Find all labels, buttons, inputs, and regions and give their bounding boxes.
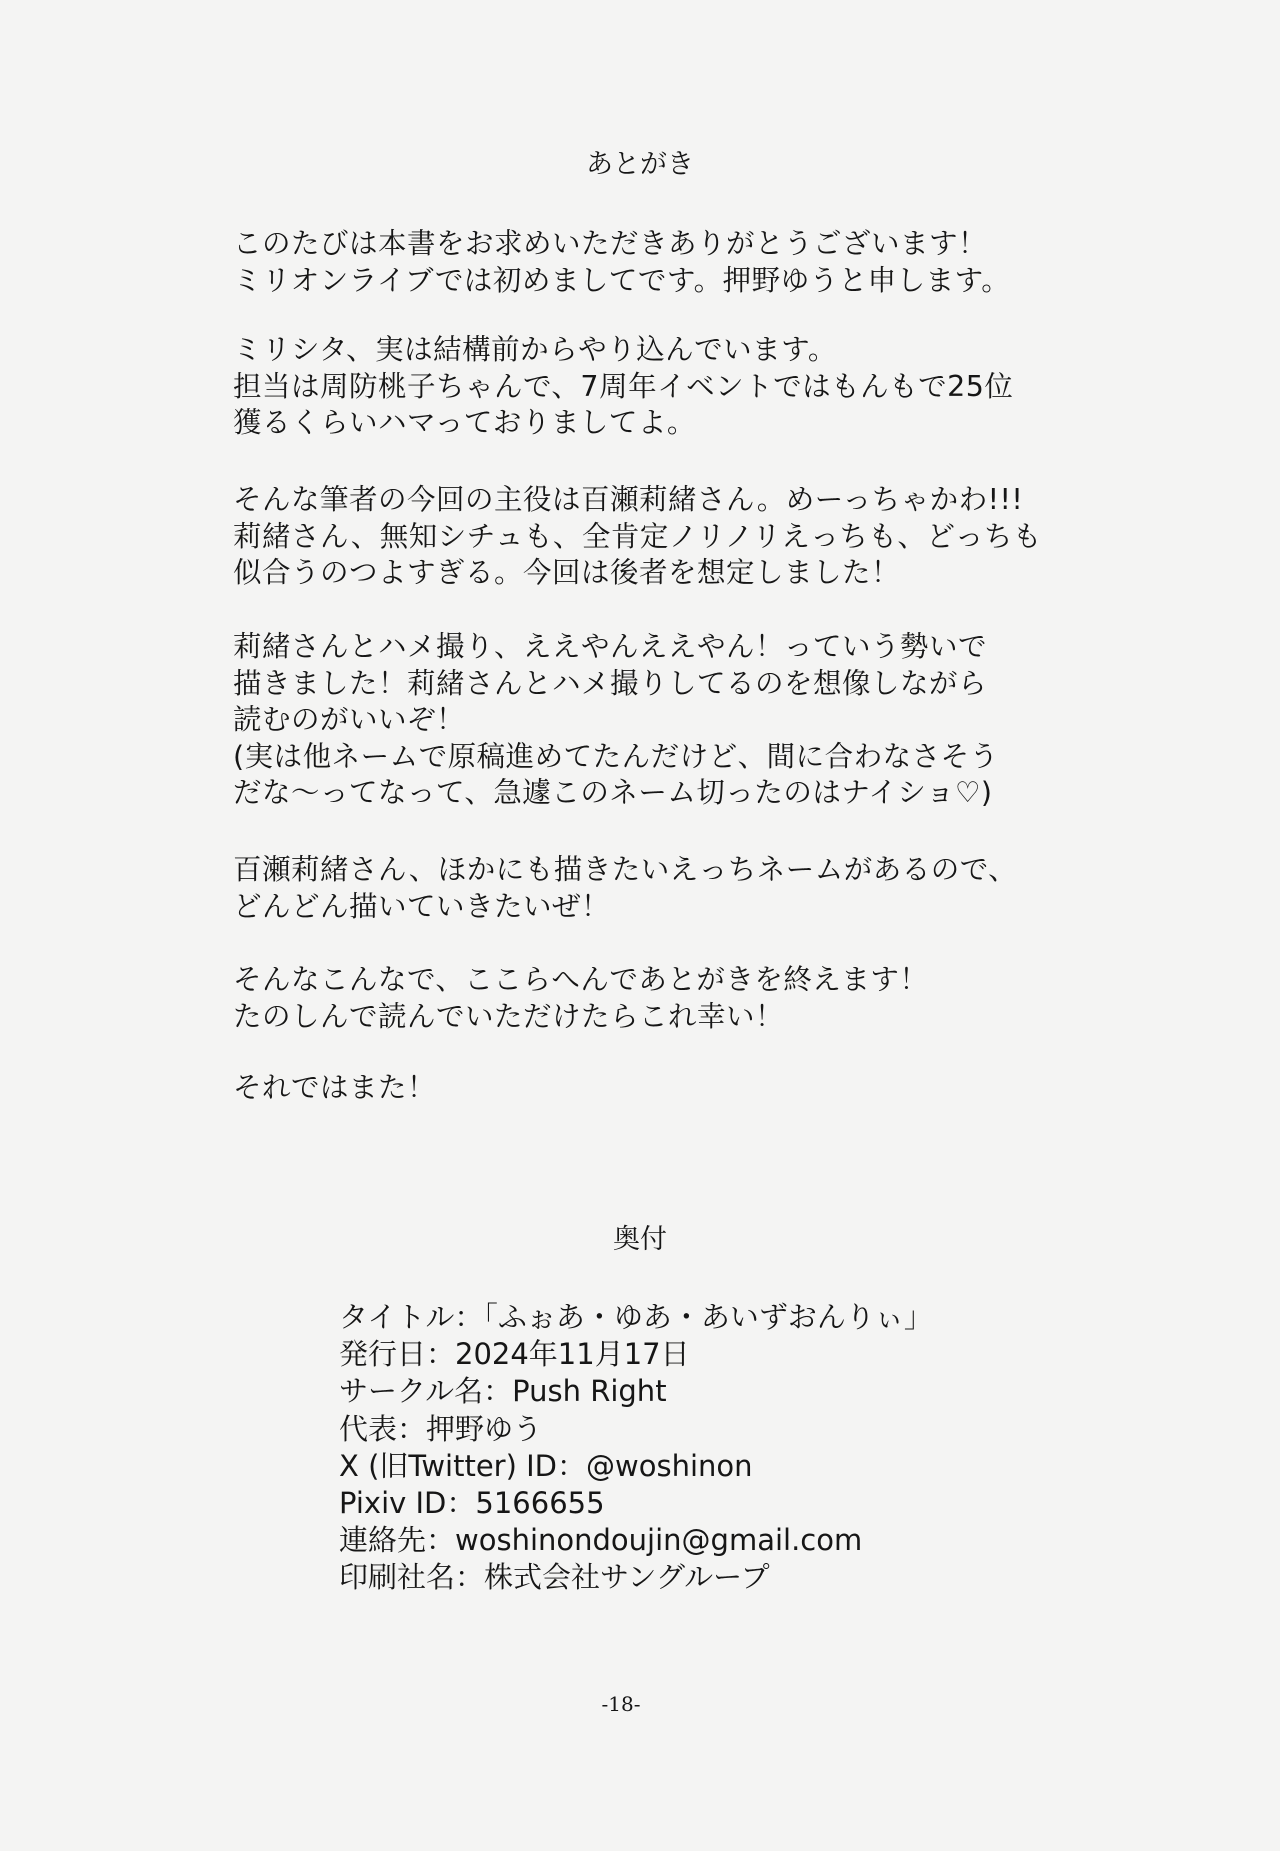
text-line: (実は他ネームで原稿進めてたんだけど、間に合わなさそう [233, 739, 999, 773]
afterword-paragraph-6 [233, 962, 928, 1035]
colophon-pixiv-id: Pixiv ID：5166655 [339, 1485, 605, 1520]
text-line: どんどん描いていきたいぜ！ [233, 889, 611, 923]
text-line: 似合うのつよすぎる。今回は後者を想定しました！ [233, 556, 901, 590]
text-line: ミリシタ、実は結構前からやり込んでいます。 [233, 333, 837, 366]
text-line: それではまた！ [233, 1071, 437, 1104]
text-line: 読むのがいいぞ！ [233, 703, 466, 737]
colophon-contact: 連絡先：woshinondoujin@gmail.com [339, 1523, 863, 1558]
text-line: 百瀬莉緒さん、ほかにも描きたいえっちネームがあるので、 [233, 853, 1018, 886]
colophon-representative: 代表：押野ゆう [339, 1411, 543, 1446]
colophon-circle: サークル名：Push Right [339, 1374, 667, 1409]
colophon-title: タイトル：「ふぉあ・ゆあ・あいずおんりぃ」 [339, 1300, 933, 1334]
text-line: 描きました！莉緒さんとハメ撮りしてるのを想像しながら [233, 666, 988, 700]
colophon-x-id: X (旧Twitter) ID：@woshinon [339, 1448, 753, 1483]
text-line: ミリオンライブでは初めましてです。押野ゆうと申します。 [233, 263, 1011, 297]
text-line: たのしんで読んでいただけたらこれ幸い！ [233, 999, 785, 1033]
text-line: このたびは本書をお求めいただきありがとうございます！ [233, 227, 988, 260]
text-line: 担当は周防桃子ちゃんで、7周年イベントではもんもで25位 [233, 369, 1014, 403]
afterword-paragraph-3 [233, 482, 1042, 592]
colophon-list [339, 1299, 933, 1597]
afterword-paragraph-7 [233, 1070, 436, 1107]
page-number: -18- [601, 1692, 641, 1716]
afterword-paragraph-1 [233, 226, 1010, 299]
afterword-paragraph-4 [233, 629, 999, 812]
text-line: そんなこんなで、ここらへんであとがきを終えます！ [233, 963, 929, 996]
colophon-heading: 奥付 [613, 1224, 667, 1255]
colophon-printer: 印刷社名：株式会社サングループ [339, 1560, 770, 1595]
afterword-paragraph-5 [233, 852, 1017, 925]
colophon-date: 発行日：2024年11月17日 [339, 1337, 690, 1372]
text-line: 獲るくらいハマっておりましてよ。 [233, 406, 696, 440]
afterword-heading: あとがき [586, 149, 694, 180]
text-line: だな～ってなって、急遽このネーム切ったのはナイショ♡) [233, 776, 993, 810]
text-line: そんな筆者の今回の主役は百瀬莉緒さん。めーっちゃかわ!!! [233, 483, 1024, 516]
text-line: 莉緒さん、無知シチュも、全肯定ノリノリえっちも、どっちも [233, 519, 1042, 553]
text-line: 莉緒さんとハメ撮り、ええやんええやん！っていう勢いで [233, 630, 988, 663]
afterword-paragraph-2 [233, 332, 1013, 442]
